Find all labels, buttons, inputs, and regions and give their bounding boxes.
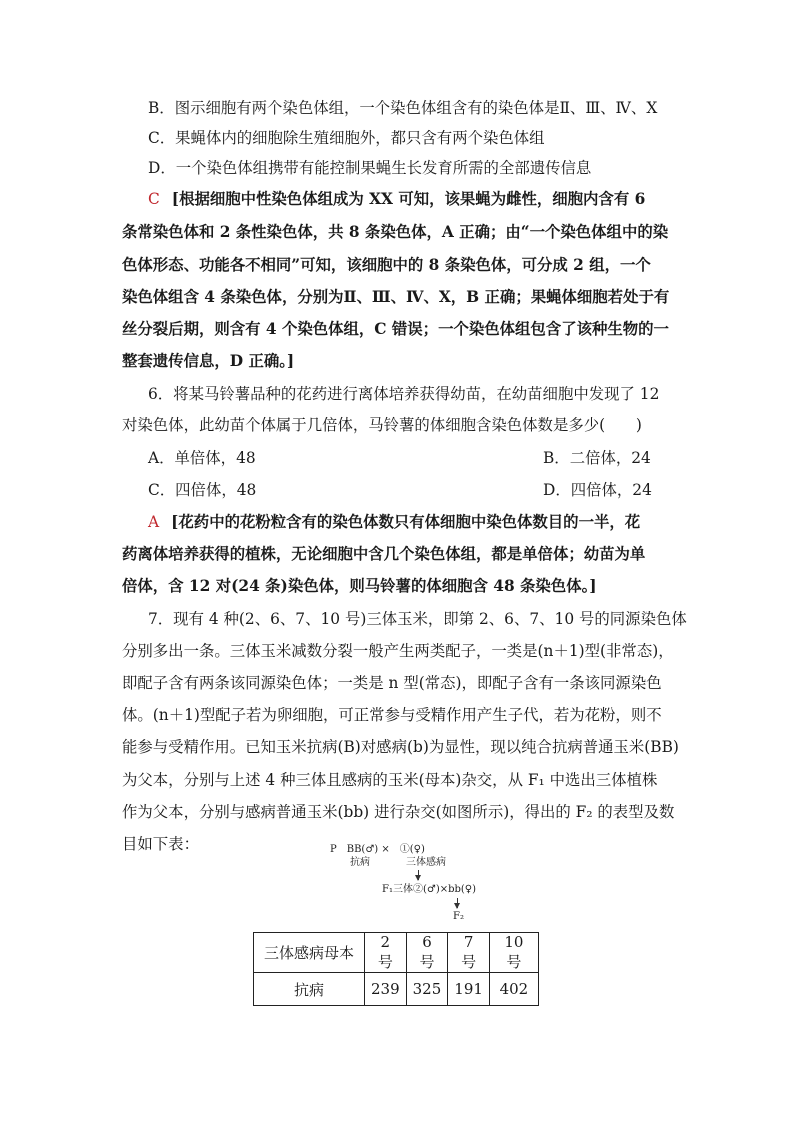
answer6-line-1 [148, 512, 708, 532]
arrow-down-icon [418, 870, 419, 880]
table-header-row [254, 933, 539, 973]
q7-line-1: 7．现有 4 种(2、6、7、10 号)三体玉米，即第 2、6、7、10 号的同源染色体 [148, 610, 687, 628]
q7-line-7: 作为父本，分别与感病普通玉米(bb) 进行杂交(如图所示)，得出的 F₂ 的表型及数 [122, 803, 675, 821]
answer5-line-5: 丝分裂后期，则含有 4 个染色体组，C 错误；一个染色体组包含了该种生物的一 [122, 320, 669, 338]
table-header-cell: 7 号 [448, 933, 490, 973]
answer6-text-1: [花药中的花粉粒含有的染色体数只有体细胞中染色体数目的一半，花 [171, 513, 641, 531]
f2-result-table [253, 932, 539, 1006]
cross-f1-line: F₁三体②(♂)×bb(♀) [382, 884, 477, 895]
q6-line-1: 6．将某马铃薯品种的花药进行离体培养获得幼苗，在幼苗细胞中发现了 12 [148, 385, 660, 403]
cross-diagram [326, 842, 526, 922]
q7-line-2: 分别多出一条。三体玉米减数分裂一般产生两类配子，一类是(n＋1)型(非常态)， [122, 642, 674, 660]
table-row [254, 973, 539, 1006]
answer6-line-2: 药离体培养获得的植株，无论细胞中含几个染色体组，都是单倍体；幼苗为单 [122, 545, 646, 563]
table-header-cell: 6 号 [406, 933, 448, 973]
q7-line-8: 目如下表： [122, 835, 199, 853]
q6-options-row-1 [148, 448, 708, 468]
table-cell: 239 [365, 973, 407, 1006]
q7-line-4: 体。(n＋1)型配子若为卵细胞，可正常参与受精作用产生子代，若为花粉，则不 [122, 706, 662, 724]
f2-label: F₂ [453, 911, 464, 922]
q7-line-3: 即配子含有两条该同源染色体；一类是 n 型(常态)，即配子含有一条该同源染色 [122, 674, 662, 692]
answer5-line-1 [148, 189, 708, 209]
answer5-letter: C [148, 190, 160, 208]
answer5-line-3: 色体形态、功能各不相同”可知，该细胞中的 8 条染色体，可分成 2 组，一个 [122, 256, 651, 274]
answer6-line-3: 倍体，含 12 对(24 条)染色体，则马铃薯的体细胞含 48 条染色体。] [122, 577, 597, 595]
cross-p-line: P BB(♂) × ①(♀) [330, 844, 425, 855]
q5-option-d: D．一个染色体组携带有能控制果蝇生长发育所需的全部遗传信息 [148, 159, 592, 177]
trisomic-susceptible-label: 三体感病 [406, 857, 446, 868]
q6-options-row-2 [148, 480, 708, 500]
answer5-text-1: [根据细胞中性染色体组成为 XX 可知，该果蝇为雌性，细胞内含有 6 [171, 190, 646, 208]
table-header-cell: 10 号 [489, 933, 538, 973]
q6-option-a: A．单倍体，48 [148, 449, 256, 467]
table-cell: 402 [489, 973, 538, 1006]
q5-option-c: C．果蝇体内的细胞除生殖细胞外，都只含有两个染色体组 [148, 129, 545, 147]
table-cell: 191 [448, 973, 490, 1006]
answer6-letter: A [148, 513, 160, 531]
q7-line-5: 能参与受精作用。已知玉米抗病(B)对感病(b)为显性，现以纯合抗病普通玉米(BB) [122, 738, 679, 756]
table-cell: 325 [406, 973, 448, 1006]
table-cell: 抗病 [254, 973, 365, 1006]
table-header-cell: 2 号 [365, 933, 407, 973]
q5-option-b: B．图示细胞有两个染色体组，一个染色体组含有的染色体是Ⅱ、Ⅲ、Ⅳ、X [148, 99, 658, 117]
answer5-line-4: 染色体组含 4 条染色体，分别为Ⅱ、Ⅲ、Ⅳ、X，B 正确；果蝇体细胞若处于有 [122, 288, 670, 306]
arrow-down-icon [457, 898, 458, 908]
q6-option-d: D．四倍体，24 [543, 481, 652, 499]
q6-line-2: 对染色体，此幼苗个体属于几倍体，马铃薯的体细胞含染色体数是多少( ) [122, 416, 642, 434]
answer5-line-2: 条常染色体和 2 条性染色体，共 8 条染色体，A 正确；由“一个染色体组中的染 [122, 223, 669, 241]
q7-line-6: 为父本，分别与上述 4 种三体且感病的玉米(母本)杂交，从 F₁ 中选出三体植株 [122, 771, 658, 789]
answer5-line-6: 整套遗传信息，D 正确。] [122, 352, 295, 370]
q6-option-b: B．二倍体，24 [543, 449, 651, 467]
table-header-cell: 三体感病母本 [254, 933, 365, 973]
resistant-label: 抗病 [350, 857, 370, 868]
q6-option-c: C．四倍体，48 [148, 481, 257, 499]
